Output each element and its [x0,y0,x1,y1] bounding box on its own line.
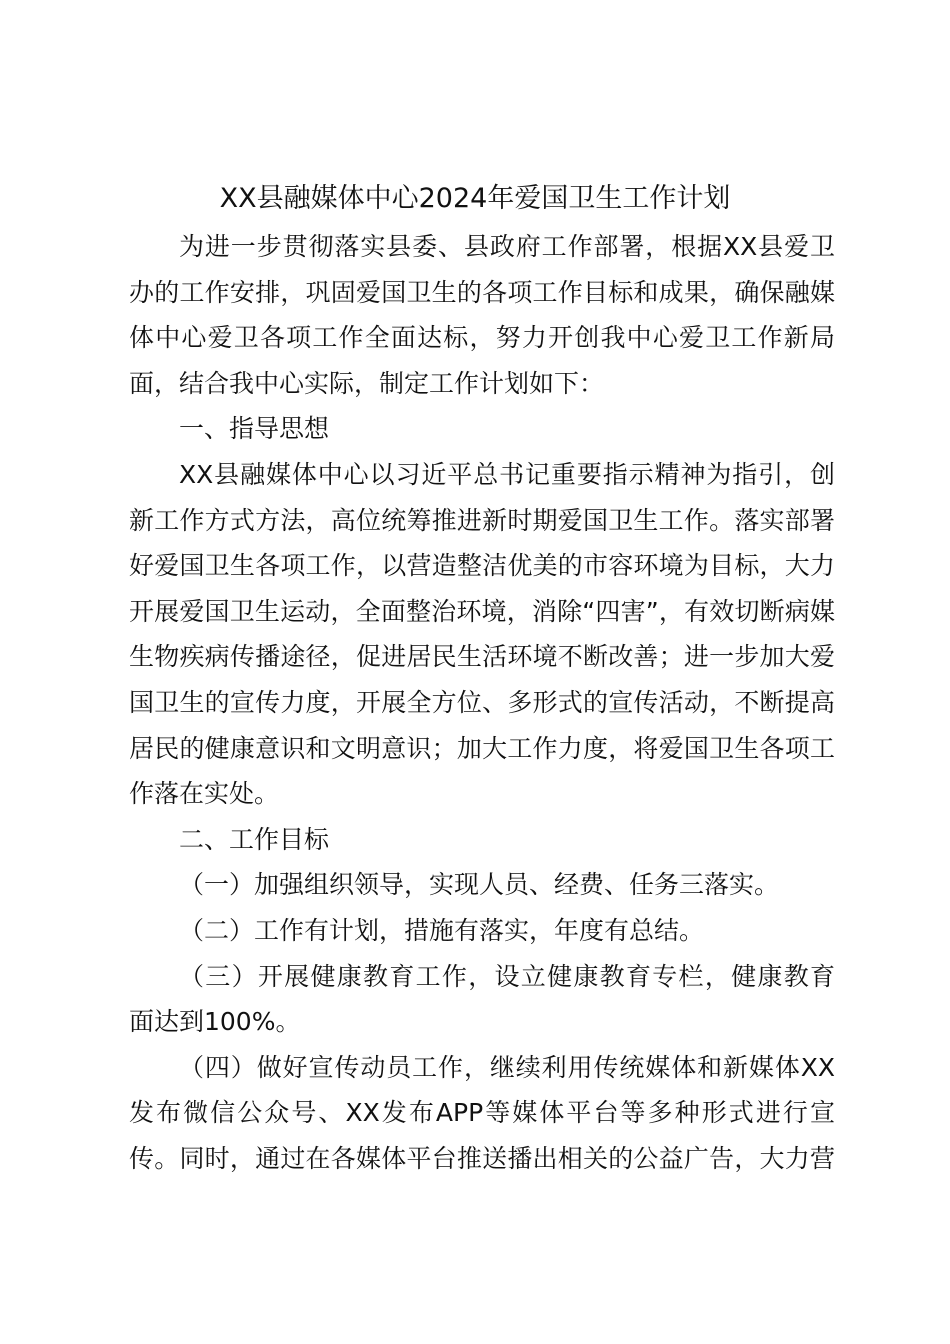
paragraph-line: 办的工作安排，巩固爱国卫生的各项工作目标和成果，确保融媒 [129,277,835,307]
section-heading: 二、工作目标 [179,824,330,854]
document-body [129,224,835,1181]
paragraph-line: 开展爱国卫生运动，全面整治环境，消除“四害”，有效切断病媒 [129,596,835,626]
list-item-continuation: 面达到100%。 [129,1007,301,1037]
paragraph-line: 国卫生的宣传力度，开展全方位、多形式的宣传活动，不断提高 [129,687,835,717]
paragraph-line: 作落在实处。 [129,779,280,809]
paragraph-line: 好爱国卫生各项工作，以营造整洁优美的市容环境为目标，大力 [129,551,835,581]
paragraph-line: 为进一步贯彻落实县委、县政府工作部署，根据XX县爱卫 [179,232,835,261]
paragraph-line: 生物疾病传播途径，促进居民生活环境不断改善；进一步加大爱 [129,642,835,672]
list-item: （四）做好宣传动员工作，继续利用传统媒体和新媒体XX [179,1052,835,1082]
list-item-continuation: 发布微信公众号、XX发布APP等媒体平台等多种形式进行宣 [129,1098,835,1128]
document-title: XX县融媒体中心2024年爱国卫生工作计划 [219,183,731,214]
list-item: （二）工作有计划，措施有落实，年度有总结。 [179,915,705,945]
list-item: （一）加强组织领导，实现人员、经费、任务三落实。 [179,870,780,900]
paragraph-line: 面，结合我中心实际，制定工作计划如下： [129,368,605,398]
list-item: （三）开展健康教育工作，设立健康教育专栏，健康教育 [179,961,835,991]
paragraph-line: 体中心爱卫各项工作全面达标，努力开创我中心爱卫工作新局 [129,323,835,353]
list-item-continuation: 传。同时，通过在各媒体平台推送播出相关的公益广告，大力营 [129,1143,835,1173]
paragraph-line: 居民的健康意识和文明意识；加大工作力度，将爱国卫生各项工 [129,733,835,763]
paragraph-line: 新工作方式方法，高位统筹推进新时期爱国卫生工作。落实部署 [129,505,835,535]
section-heading: 一、指导思想 [179,414,330,444]
paragraph-line: XX县融媒体中心以习近平总书记重要指示精神为指引，创 [179,459,835,489]
